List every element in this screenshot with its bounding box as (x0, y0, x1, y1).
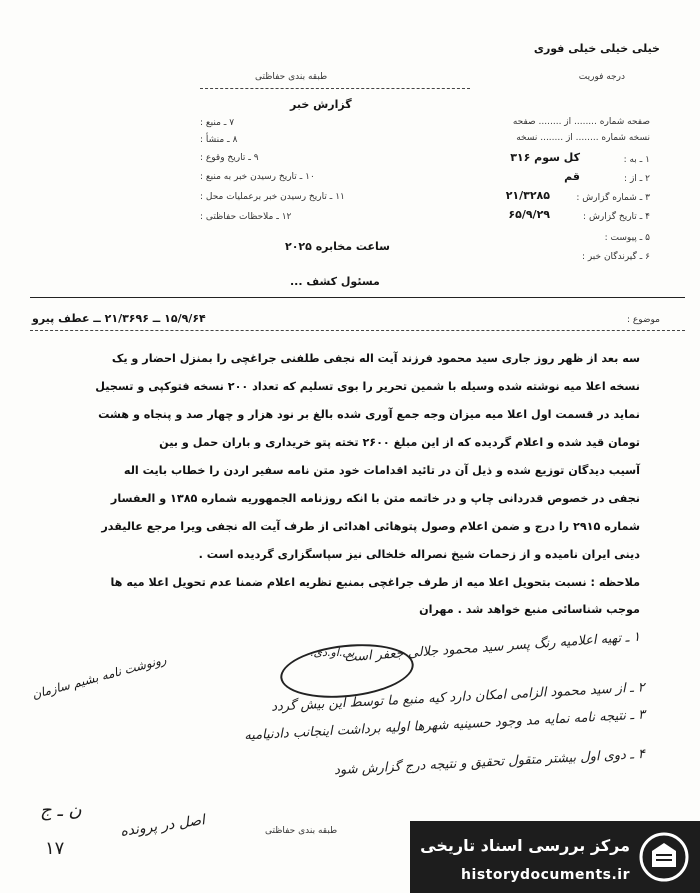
archive-seal-icon (638, 831, 690, 883)
bottom-signature: ن ـ ج (40, 800, 82, 821)
copy-number-field: نسخه شماره ........ از ........ نسخه (516, 133, 650, 143)
margin-handwritten-note: رونوشت نامه بشیم سازمان (30, 652, 168, 702)
field-source: ۷ ـ منبع : (200, 118, 235, 128)
header-rule (200, 88, 470, 89)
watermark-logo (410, 821, 700, 893)
field-recipients-label: ۶ ـ گیرندگان خبر : (581, 252, 650, 262)
field-news-to-source-date: ۱۰ ـ تاریخ رسیدن خبر به منبع : (200, 172, 315, 182)
field-news-to-ops-date: ۱۱ ـ تاریخ رسیدن خبر برعملیات محل : (200, 192, 345, 202)
watermark-name: مرکز بررسی اسناد تاریخی (420, 836, 630, 855)
body-line-3: نماید در قسمت اول اعلا میه میزان وجه جمع آوری شده بالغ بر نود هزار و چهار صد و پنجاه و هشت (98, 408, 640, 421)
handwritten-note-1: ۱ ـ تهیه اعلامیه رنگ پسر سید محمود جلالی جعفر است (343, 629, 641, 666)
field-security-notes: ۱۲ ـ ملاحظات حفاظتی : (200, 212, 292, 222)
field-report-date-label: ۴ ـ تاریخ گزارش : (583, 212, 650, 222)
urgency-stamp: خیلی خیلی خیلی فوری (533, 42, 660, 55)
body-line-8: دینی ایران نامیده و از زحمات شیخ نصراله خلخالی نیز سپاسگزاری گردیده است . (198, 548, 640, 561)
body-line-7: شماره ۲۹۱۵ را درج و ضمن اعلام وصول پتوهائی اهدائی از طرف آیت اله نجفی ویرا مرجع عالیقدر (101, 520, 640, 533)
page-number-field: صفحه شماره ........ از ........ صفحه (512, 117, 650, 127)
body-line-10: موجب شناسائی منبع خواهد شد . مهران (419, 603, 640, 616)
transmission-time: ساعت مخابره ۲۰۲۵ (285, 240, 390, 253)
subject-label: موضوع : (626, 315, 660, 325)
reference-line: ۱۵/۹/۶۴ ــ ۲۱/۳۶۹۶ ــ عطف پیرو (32, 312, 206, 325)
bottom-handwriting: اصل در پرونده (119, 812, 206, 840)
body-line-9: ملاحظه : نسبت بتحویل اعلا میه از طرف جراغچی بمنبع تظریه اعلام ضمنا عدم تحویل اعلا میه ها (110, 576, 640, 589)
classification-label: طبقه بندی حفاظتی (255, 72, 328, 82)
watermark-url: historydocuments.ir (461, 867, 630, 883)
field-from-value: قم (564, 170, 580, 183)
field-report-number-value: ۲۱/۳۲۸۵ (505, 189, 550, 202)
field-attachment-label: ۵ ـ پیوست : (604, 233, 650, 243)
body-line-1: سه بعد از ظهر روز جاری سید محمود فرزند آیت اله نجفی طلفنی جراغچی را بمنزل احضار و یک (111, 352, 640, 365)
header-divider (30, 297, 685, 298)
field-event-date: ۹ ـ تاریخ وقوع : (200, 153, 259, 163)
urgency-degree-label: درجه فوریت (578, 72, 625, 82)
body-line-2: نسخه اعلا میه نوشته شده وسیله با شمین تحریر را بوی تسلیم که تعداد ۲۰۰ نسخه فتوکپی و تسجیل (95, 380, 640, 393)
report-title: گزارش خبر (290, 98, 352, 111)
field-from-label: ۲ ـ از : (624, 174, 650, 184)
field-to-value: کل سوم ۳۱۶ (510, 151, 580, 164)
footer-classification: طبقه بندی حفاظتی (265, 826, 338, 836)
field-to-label: ۱ ـ به : (623, 155, 650, 165)
circle-note: بی.او.دی. (310, 646, 355, 659)
discovery-officer: مسئول کشف ... (290, 275, 380, 288)
field-report-number-label: ۳ ـ شماره گزارش : (576, 193, 650, 203)
field-origin: ۸ ـ منشأ : (200, 135, 238, 145)
handwritten-note-4: ۴ ـ دوی اول بیشتر متقول تحقیق و نتیجه درج گزارش شود (333, 746, 646, 779)
subject-rule (30, 330, 685, 331)
body-line-4: تومان قید شده و اعلام گردیده که از این مبلغ ۲۶۰۰ تخته پتو خریداری و باران حمل و بین (159, 436, 640, 449)
body-line-5: آسیب دیدگان توزیع شده و ذیل آن در تائید اقدامات خود متن نامه سفیر اردن را خطاب بایت اله (123, 464, 640, 477)
body-line-6: نجفی در خصوص قدردانی چاپ و در خاتمه متن با انکه روزنامه الجمهوریه شماره ۱۳۸۵ و العفسار (110, 492, 640, 505)
bottom-number: ۱۷ (45, 838, 65, 859)
handwritten-note-3: ۳ ـ نتیجه نامه نمایه مد وجود حسینیه شهرها اولیه برداشت اینجانب دادنیامیه (243, 707, 646, 744)
handwritten-note-2: ۲ ـ از سید محمود الزامی امکان دارد کیه منبع ما توسط این بیش گردد (270, 680, 646, 715)
field-report-date-value: ۶۵/۹/۲۹ (508, 208, 550, 221)
